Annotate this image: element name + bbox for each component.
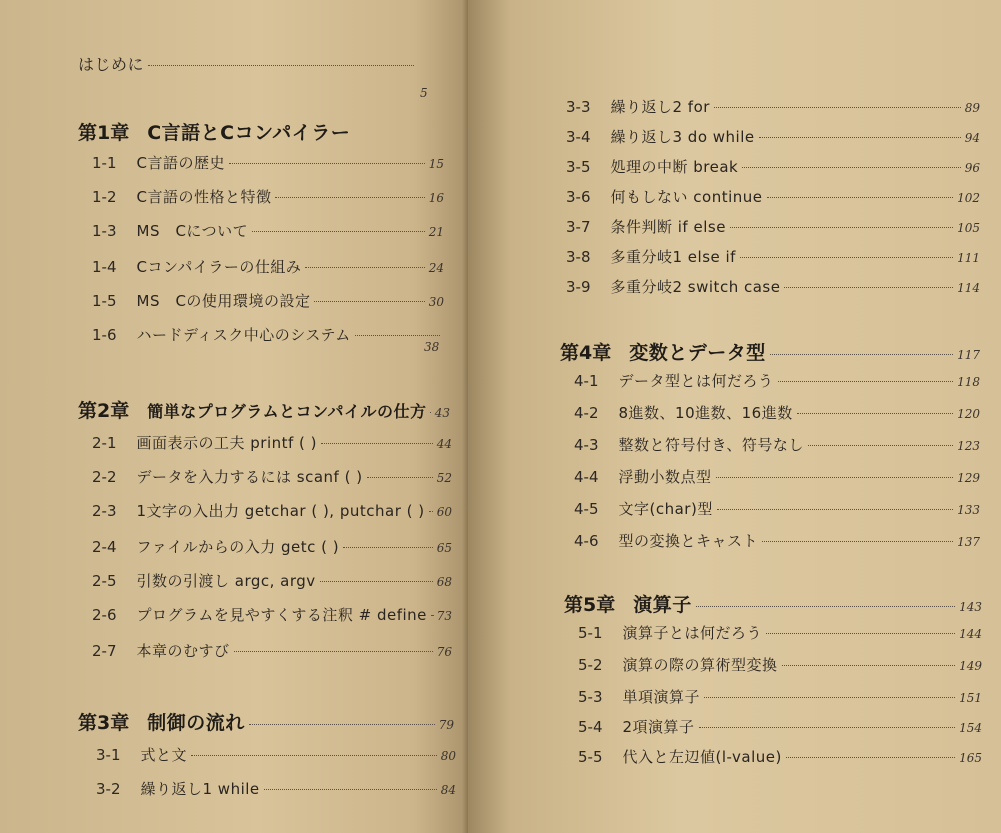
- page-number: 114: [957, 281, 980, 295]
- section-title: 繰り返し1 while: [140, 780, 260, 798]
- chapter-number: 第2章: [78, 400, 130, 422]
- section-number: 3-8: [566, 248, 591, 266]
- leader-dots: [696, 606, 955, 607]
- page-number: 165: [959, 751, 982, 765]
- intro-title: はじめに: [78, 55, 145, 74]
- leader-dots: [234, 651, 433, 652]
- intro-page-entry: [420, 86, 428, 100]
- page-number: 129: [957, 471, 980, 485]
- section-title: 2項演算子: [622, 718, 695, 736]
- section-title: 何もしない continue: [610, 188, 763, 206]
- toc-entry-3-8: [566, 246, 980, 267]
- toc-intro: [78, 52, 418, 75]
- section-number: 2-2: [92, 468, 117, 486]
- leader-dots: [714, 107, 961, 108]
- section-title: 本章のむすび: [136, 642, 230, 660]
- leader-dots: [367, 477, 433, 478]
- toc-entry-1-1: [92, 152, 444, 173]
- page-number: 143: [959, 600, 982, 614]
- toc-entry-2-3: [92, 500, 452, 521]
- page-number: 151: [959, 691, 982, 705]
- toc-entry-3-1: [96, 744, 456, 765]
- leader-dots: [431, 615, 433, 616]
- toc-entry-1-2: [92, 186, 444, 207]
- toc-entry-3-3: [566, 96, 980, 117]
- leader-dots: [229, 163, 425, 164]
- section-number: 3-4: [566, 128, 591, 146]
- section-number: 5-4: [578, 718, 603, 736]
- section-number: 1-2: [92, 188, 117, 206]
- section-title: 1文字の入出力 getchar ( ), putchar ( ): [136, 502, 425, 520]
- chapter-title: 簡単なプログラムとコンパイルの仕方: [147, 402, 427, 421]
- leader-dots: [321, 443, 433, 444]
- toc-entry-4-6: [574, 530, 980, 551]
- toc-entry-4-3: [574, 434, 980, 455]
- leader-dots: [264, 789, 437, 790]
- section-title: ハードディスク中心のシステム: [136, 326, 351, 344]
- toc-entry-5-1: [578, 622, 982, 643]
- leader-dots: [699, 727, 956, 728]
- page-number: 96: [964, 161, 980, 175]
- page-number: 38: [424, 340, 440, 354]
- page-number: 76: [436, 645, 452, 659]
- section-title: 多重分岐2 switch case: [610, 278, 781, 296]
- section-title: 画面表示の工夫 printf ( ): [136, 434, 318, 452]
- section-title: 整数と符号付き、符号なし: [618, 436, 804, 454]
- leader-dots: [730, 227, 953, 228]
- section-title: ファイルからの入力 getc ( ): [136, 538, 340, 556]
- section-title: C言語の性格と特徴: [136, 188, 272, 206]
- page-number: 117: [957, 348, 980, 362]
- chapter-number: 第1章: [78, 122, 130, 144]
- toc-entry-3-2: [96, 778, 456, 799]
- section-number: 2-4: [92, 538, 117, 556]
- leader-dots: [314, 301, 424, 302]
- leader-dots: [252, 231, 425, 232]
- toc-entry-5-5: [578, 746, 982, 767]
- chapter-number: 第5章: [564, 594, 616, 616]
- section-number: 5-5: [578, 748, 603, 766]
- section-number: 5-1: [578, 624, 603, 642]
- leader-dots: [148, 65, 414, 66]
- page-number: 30: [428, 295, 444, 309]
- page-number: 111: [957, 251, 980, 265]
- toc-entry-2-4: [92, 536, 452, 557]
- toc-entry-1-5: [92, 290, 444, 311]
- leader-dots: [343, 547, 433, 548]
- leader-dots: [717, 509, 953, 510]
- leader-dots: [740, 257, 953, 258]
- page-number: 149: [959, 659, 982, 673]
- leader-dots: [784, 287, 953, 288]
- page-number: 123: [957, 439, 980, 453]
- section-number: 2-7: [92, 642, 117, 660]
- page-number: 120: [957, 407, 980, 421]
- section-title: 処理の中断 break: [610, 158, 739, 176]
- leader-dots: [770, 354, 953, 355]
- section-title: 繰り返し2 for: [610, 98, 710, 116]
- chapter-number: 第3章: [78, 712, 130, 734]
- chapter-title: 制御の流れ: [147, 712, 245, 734]
- page-number: 21: [428, 225, 444, 239]
- section-title: 代入と左辺値(l-value): [622, 748, 782, 766]
- leader-dots: [808, 445, 953, 446]
- section-number: 1-1: [92, 154, 117, 172]
- page-number: 137: [957, 535, 980, 549]
- leader-dots: [766, 633, 955, 634]
- section-number: 5-3: [578, 688, 603, 706]
- toc-entry-1-4: [92, 256, 444, 277]
- leader-dots: [320, 581, 433, 582]
- section-number: 2-1: [92, 434, 117, 452]
- toc-entry-3-4: [566, 126, 980, 147]
- page-number: 73: [436, 609, 452, 623]
- toc-entry-2-2: [92, 466, 452, 487]
- section-title: データを入力するには scanf ( ): [136, 468, 363, 486]
- leader-dots: [782, 665, 956, 666]
- page-number: 80: [440, 749, 456, 763]
- section-title: 引数の引渡し argc, argv: [136, 572, 316, 590]
- section-number: 2-3: [92, 502, 117, 520]
- section-number: 2-6: [92, 606, 117, 624]
- page-number: 94: [964, 131, 980, 145]
- section-title: 多重分岐1 else if: [610, 248, 736, 266]
- section-title: 単項演算子: [622, 688, 701, 706]
- section-title: 演算子とは何だろう: [622, 624, 763, 642]
- section-number: 3-2: [96, 780, 121, 798]
- section-title: 条件判断 if else: [610, 218, 726, 236]
- page-number: 68: [436, 575, 452, 589]
- section-title: 演算の際の算術型変換: [622, 656, 778, 674]
- toc-entry-5-4: [578, 716, 982, 737]
- leader-dots: [759, 137, 961, 138]
- page-number: 144: [959, 627, 982, 641]
- page-number: 105: [957, 221, 980, 235]
- page-number: 52: [436, 471, 452, 485]
- toc-entry-1-3: [92, 220, 444, 241]
- section-title: Cコンパイラーの仕組み: [136, 258, 302, 276]
- section-number: 2-5: [92, 572, 117, 590]
- section-title: MS Cについて: [136, 222, 249, 240]
- chapter-title: 演算子: [633, 594, 692, 616]
- section-number: 1-6: [92, 326, 117, 344]
- leader-dots: [762, 541, 953, 542]
- page-number: 154: [959, 721, 982, 735]
- section-number: 5-2: [578, 656, 603, 674]
- section-title: データ型とは何だろう: [618, 372, 774, 390]
- leader-dots: [305, 267, 424, 268]
- chapter-heading-2: [78, 396, 450, 423]
- section-title: C言語の歴史: [136, 154, 225, 172]
- chapter-number: 第4章: [560, 342, 612, 364]
- leader-dots: [249, 724, 435, 725]
- toc-entry-3-9: [566, 276, 980, 297]
- section-number: 4-6: [574, 532, 599, 550]
- section-number: 1-4: [92, 258, 117, 276]
- toc-entry-2-7: [92, 640, 452, 661]
- toc-entry-4-5: [574, 498, 980, 519]
- section-number: 4-2: [574, 404, 599, 422]
- section-title: プログラムを見やすくする注釈 # define: [136, 606, 427, 624]
- leader-dots: [704, 697, 955, 698]
- trailing-page-entry: [424, 340, 439, 354]
- page-number: 102: [957, 191, 980, 205]
- section-number: 4-5: [574, 500, 599, 518]
- chapter-title: 変数とデータ型: [629, 342, 766, 364]
- toc-entry-5-3: [578, 686, 982, 707]
- chapter-title: C言語とCコンパイラー: [147, 122, 351, 144]
- leader-dots: [716, 477, 954, 478]
- leader-dots: [797, 413, 953, 414]
- section-number: 1-3: [92, 222, 117, 240]
- toc-entry-2-6: [92, 604, 452, 625]
- leader-dots: [767, 197, 954, 198]
- section-number: 3-9: [566, 278, 591, 296]
- page-number: 65: [436, 541, 452, 555]
- section-title: 文字(char)型: [618, 500, 713, 518]
- toc-entry-3-6: [566, 186, 980, 207]
- chapter-heading-5: [564, 590, 982, 617]
- chapter-heading-1: [78, 118, 378, 145]
- section-title: MS Cの使用環境の設定: [136, 292, 311, 310]
- page-number: 15: [428, 157, 444, 171]
- page-number: 79: [438, 718, 454, 732]
- chapter-heading-3: [78, 708, 454, 735]
- toc-entry-2-5: [92, 570, 452, 591]
- toc-entry-3-7: [566, 216, 980, 237]
- toc-entry-1-6: [92, 324, 444, 345]
- section-number: 3-6: [566, 188, 591, 206]
- leader-dots: [786, 757, 955, 758]
- page-number: 16: [428, 191, 444, 205]
- page-number: 118: [957, 375, 980, 389]
- page-number: 84: [440, 783, 456, 797]
- toc-entry-4-1: [574, 370, 980, 391]
- leader-dots: [191, 755, 437, 756]
- leader-dots: [429, 511, 433, 512]
- toc-entry-3-5: [566, 156, 980, 177]
- toc-entry-5-2: [578, 654, 982, 675]
- section-title: 8進数、10進数、16進数: [618, 404, 793, 422]
- leader-dots: [355, 335, 440, 336]
- leader-dots: [778, 381, 954, 382]
- section-title: 式と文: [140, 746, 188, 764]
- toc-entry-4-2: [574, 402, 980, 423]
- section-number: 4-4: [574, 468, 599, 486]
- chapter-heading-4: [560, 338, 980, 365]
- page-number: 5: [420, 86, 428, 100]
- section-number: 4-1: [574, 372, 599, 390]
- leader-dots: [275, 197, 424, 198]
- page-number: 133: [957, 503, 980, 517]
- section-number: 3-1: [96, 746, 121, 764]
- page-number: 89: [964, 101, 980, 115]
- leader-dots: [742, 167, 960, 168]
- section-number: 4-3: [574, 436, 599, 454]
- section-number: 3-7: [566, 218, 591, 236]
- page-number: 60: [436, 505, 452, 519]
- left-page: [0, 0, 470, 833]
- toc-entry-2-1: [92, 432, 452, 453]
- page-number: 43: [434, 406, 450, 420]
- page-number: 44: [436, 437, 452, 451]
- section-title: 浮動小数点型: [618, 468, 712, 486]
- section-title: 型の変換とキャスト: [618, 532, 759, 550]
- section-number: 1-5: [92, 292, 117, 310]
- section-number: 3-5: [566, 158, 591, 176]
- toc-entry-4-4: [574, 466, 980, 487]
- section-number: 3-3: [566, 98, 591, 116]
- section-title: 繰り返し3 do while: [610, 128, 755, 146]
- page-number: 24: [428, 261, 444, 275]
- right-page: [468, 0, 1001, 833]
